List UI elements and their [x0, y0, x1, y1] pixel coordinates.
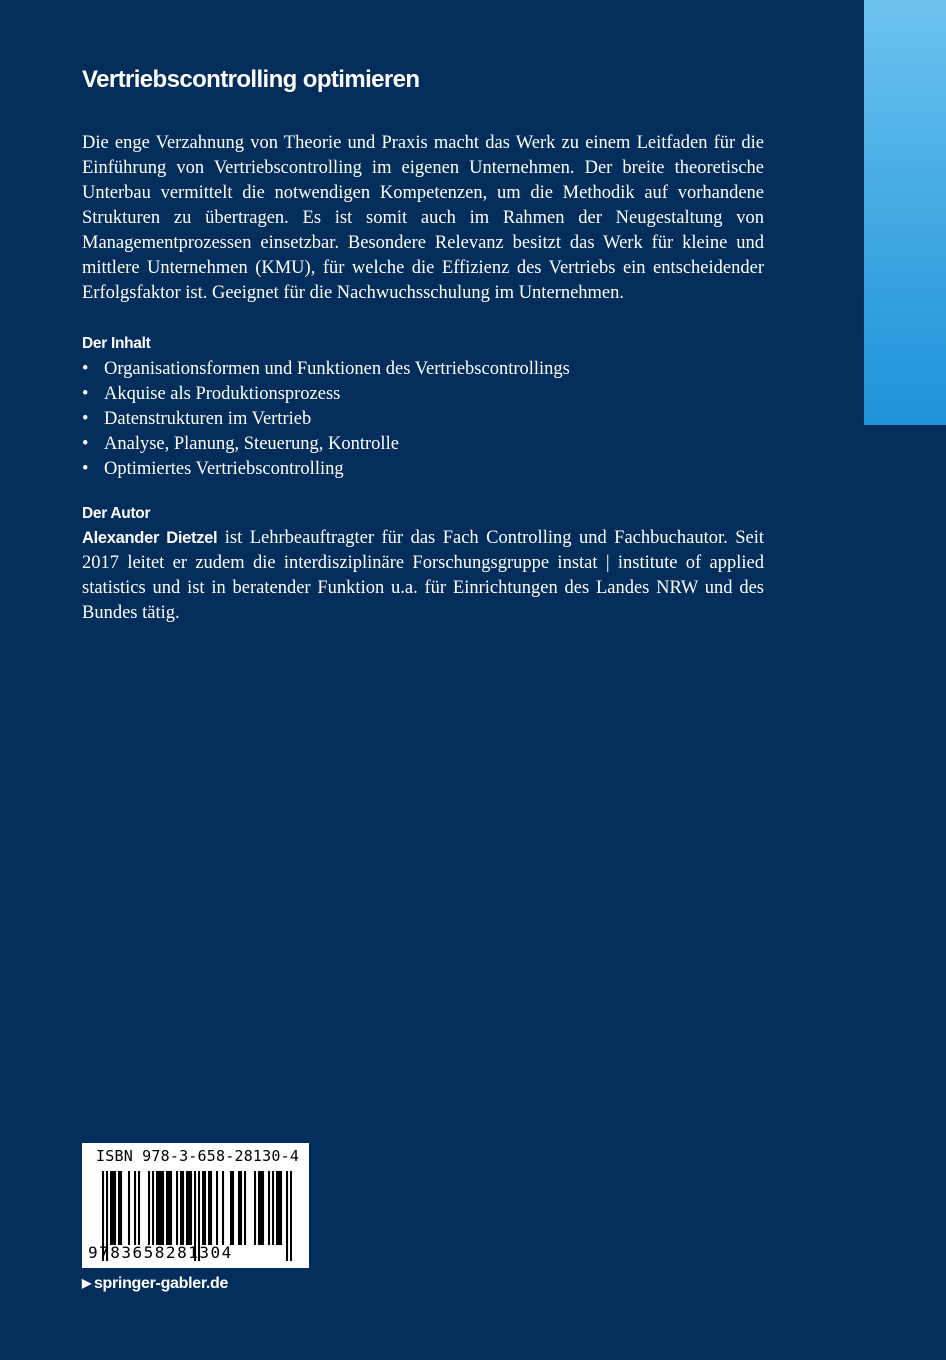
- arrow-right-icon: ▶: [82, 1276, 91, 1290]
- author-bio-text: ist Lehrbeauftragter für das Fach Controlling und Fachbuchautor. Seit 2017 leitet er zudem die interdisziplinäre Forschungsgruppe instat | institute of applied statistics und ist in beratender Funktion u.a. für Einrichtungen des Landes NRW und des Bundes tätig.: [82, 528, 764, 623]
- barcode-bar: [120, 1171, 122, 1245]
- barcode-bar: [216, 1171, 218, 1245]
- contents-list: [82, 357, 764, 482]
- barcode-bar: [232, 1171, 234, 1245]
- barcode-bar: [258, 1171, 260, 1245]
- barcode-bar: [260, 1171, 262, 1245]
- barcode-bar: [222, 1171, 224, 1245]
- isbn-barcode: [82, 1143, 309, 1268]
- list-item: [82, 432, 764, 457]
- intro-paragraph: Die enge Verzahnung von Theorie und Praxis macht das Werk zu einem Leitfaden für die Einführung von Vertriebscontrolling im eigenen Unternehmen. Der breite theoretische Unterbau vermittelt die notwendigen Kompetenzen, um die Methodik auf vorhandene Strukturen zu übertragen. Es ist somit auch im Rahmen der Neugestaltung von Managementprozessen einsetzbar. Besondere Relevanz besitzt das Werk für kleine und mittlere Unternehmen (KMU), für welche die Effizienz des Vertriebs ein entscheidender Erfolgsfaktor ist. Geeignet für die Nachwuchsschulung im Unternehmen.: [82, 133, 764, 303]
- barcode-bar: [240, 1171, 242, 1245]
- barcode-bar: [202, 1171, 204, 1245]
- list-item: [82, 382, 764, 407]
- contents-heading: Der Inhalt: [82, 335, 151, 352]
- barcode-bar: [238, 1171, 240, 1245]
- publisher-link[interactable]: [82, 1272, 228, 1295]
- barcode-bar: [262, 1171, 264, 1245]
- ean-digits: 9783658281304: [88, 1243, 233, 1262]
- barcode-bar: [118, 1171, 120, 1245]
- barcode-bar: [160, 1171, 162, 1245]
- barcode-bar: [208, 1171, 210, 1245]
- barcode-bar: [176, 1171, 178, 1245]
- barcode-bar: [166, 1171, 168, 1245]
- list-item-label: Optimiertes Vertriebscontrolling: [104, 459, 344, 479]
- barcode-bar: [128, 1171, 130, 1245]
- list-item: [82, 407, 764, 432]
- book-title: Vertriebscontrolling optimieren: [82, 66, 420, 93]
- barcode-bar: [158, 1171, 160, 1245]
- barcode-bar: [168, 1171, 170, 1245]
- list-item-label: Datenstrukturen im Vertrieb: [104, 409, 312, 429]
- list-item: [82, 457, 764, 482]
- barcode-bar: [286, 1171, 288, 1261]
- author-bio: [82, 526, 764, 626]
- bullet-icon: •: [82, 409, 89, 429]
- barcode-bar: [244, 1171, 246, 1245]
- bullet-icon: •: [82, 459, 89, 479]
- barcode-bar: [268, 1171, 270, 1245]
- barcode-bar: [186, 1171, 188, 1245]
- bullet-icon: •: [82, 384, 89, 404]
- barcode-bar: [230, 1171, 232, 1245]
- back-cover-content: [82, 62, 764, 626]
- list-item-label: Organisationsformen und Funktionen des Vertriebscontrollings: [104, 359, 570, 379]
- barcode-bar: [280, 1171, 282, 1245]
- barcode-bar: [110, 1171, 112, 1245]
- barcode-bar: [112, 1171, 114, 1245]
- barcode-bar: [162, 1171, 164, 1245]
- barcode-bar: [170, 1171, 172, 1245]
- barcode-bar: [182, 1171, 184, 1245]
- barcode-bar: [114, 1171, 116, 1245]
- barcode-bar: [152, 1171, 154, 1245]
- list-item-label: Akquise als Produktionsprozess: [104, 384, 341, 404]
- accent-color-bar: [864, 0, 946, 425]
- barcode-bar: [254, 1171, 256, 1245]
- bullet-icon: •: [82, 359, 89, 379]
- barcode-bar: [210, 1171, 212, 1245]
- list-item: [82, 357, 764, 382]
- barcode-bar: [290, 1171, 292, 1261]
- barcode-bar: [204, 1171, 206, 1245]
- barcode-bar: [180, 1171, 182, 1245]
- barcode-bar: [188, 1171, 190, 1245]
- publisher-url: springer-gabler.de: [93, 1275, 229, 1292]
- barcode-bar: [148, 1171, 150, 1245]
- barcode-bar: [276, 1171, 278, 1245]
- barcode-bar: [278, 1171, 280, 1245]
- list-item-label: Analyse, Planung, Steuerung, Kontrolle: [104, 434, 399, 454]
- barcode-bar: [272, 1171, 274, 1245]
- barcode-bar: [156, 1171, 158, 1245]
- barcode-bar: [138, 1171, 140, 1245]
- author-name: Alexander Dietzel: [82, 529, 218, 547]
- author-heading: Der Autor: [82, 505, 151, 522]
- barcode-bar: [190, 1171, 192, 1245]
- isbn-label: ISBN 978-3-658-28130-4: [96, 1147, 300, 1165]
- bullet-icon: •: [82, 434, 89, 454]
- barcode-bar: [134, 1171, 136, 1245]
